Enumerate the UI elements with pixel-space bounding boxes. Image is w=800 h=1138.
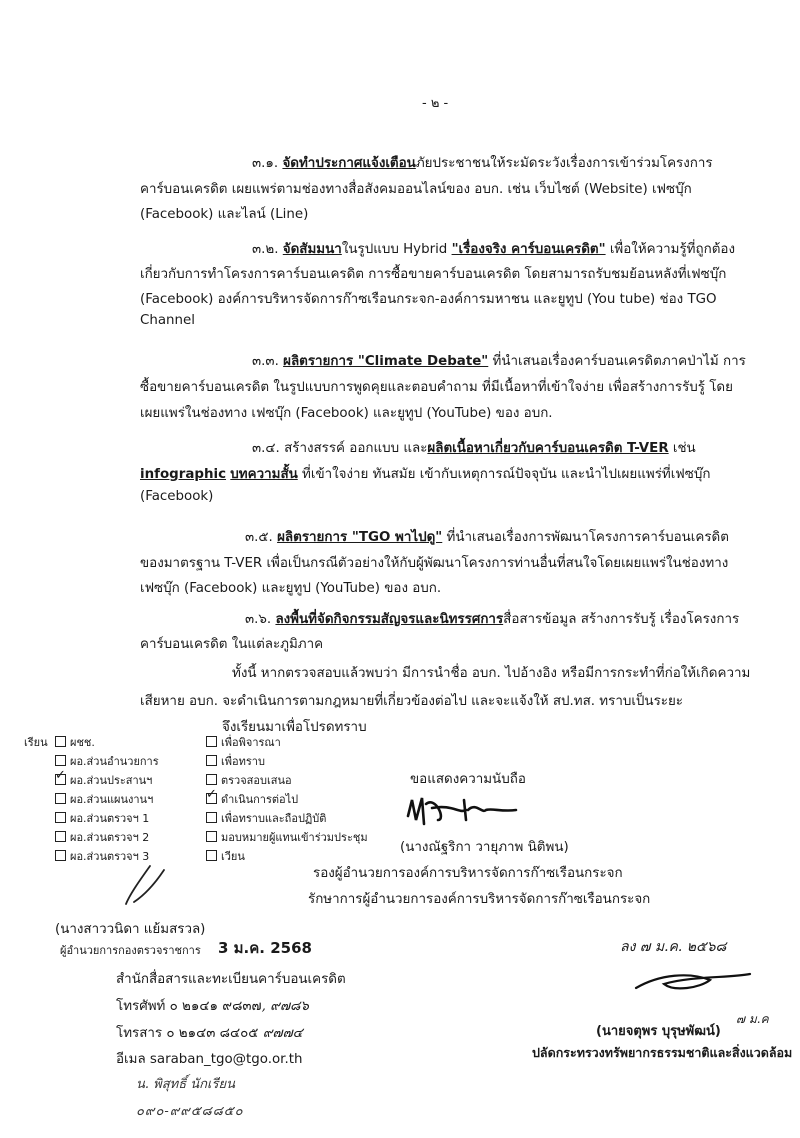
director-signature <box>402 790 522 834</box>
routing-left-item[interactable] <box>55 809 159 828</box>
routing-right-item[interactable] <box>206 752 368 771</box>
section-text: เช่น <box>668 441 696 456</box>
contact-fax <box>116 1022 303 1043</box>
signer-title-1: รองผู้อำนวยการองค์การบริหารจัดการก๊าซเรือนกระจก <box>313 866 623 881</box>
section-text: ในรูปแบบ Hybrid <box>341 242 452 257</box>
item-label: เพื่อทราบและถือปฏิบัติ <box>221 812 327 825</box>
checkbox-icon[interactable] <box>55 793 66 804</box>
routing-left-list <box>55 733 159 866</box>
item-label: เพื่อทราบ <box>221 755 265 768</box>
checkbox-icon[interactable] <box>206 774 217 785</box>
section-quote: "เรื่องจริง คาร์บอนเครดิต" <box>451 242 606 257</box>
section-3-5-line1 <box>245 526 729 547</box>
closing-line1: ทั้งนี้ หากตรวจสอบแล้วพบว่า มีการนำชื่อ อบก. ไปอ้างอิง หรือมีการกระทำที่ก่อให้เกิดความ <box>232 666 751 681</box>
item-label: ผอ.ส่วนตรวจฯ 2 <box>70 831 150 844</box>
checkbox-icon[interactable] <box>206 831 217 842</box>
checkbox-checked-icon[interactable] <box>206 793 217 804</box>
section-3-6-line2: คาร์บอนเครดิต ในแต่ละภูมิภาค <box>140 637 324 652</box>
section-title: ผลิตรายการ "Climate Debate" <box>283 354 489 369</box>
section-text: ที่นำเสนอเรื่องการพัฒนาโครงการคาร์บอนเครดิต <box>442 530 729 545</box>
section-3-2-line3: (Facebook) องค์การบริหารจัดการก๊าซเรือนกระจก-องค์การมหาชน และยูทูป (You tube) ช่อง TGO <box>140 292 717 307</box>
page-number: - ๒ - <box>422 96 449 111</box>
routing-left-item[interactable] <box>55 752 159 771</box>
section-title: ผลิตรายการ "TGO พาไปดู" <box>277 530 443 545</box>
section-title: จัดสัมมนา <box>282 242 342 257</box>
checkbox-icon[interactable] <box>55 755 66 766</box>
routing-right-item[interactable] <box>206 828 368 847</box>
handwritten-note: ลง ๗ ม.ค. ๒๕๖๘ <box>620 939 727 955</box>
section-text: ที่นำเสนอเรื่องคาร์บอนเครดิตภาคป่าไม้ การ <box>488 354 746 369</box>
item-label: เพื่อพิจารณา <box>221 736 281 749</box>
section-number: ๓.๓. <box>252 354 279 369</box>
routing-right-item[interactable] <box>206 733 368 752</box>
handwritten-contact-phone: ๐๙๐-๙๙๕๘๘๕๐ <box>136 1104 244 1119</box>
routing-right-item[interactable] <box>206 809 368 828</box>
routing-label: เรียน <box>24 736 48 749</box>
item-label: มอบหมายผู้แทนเข้าร่วมประชุม <box>221 831 368 844</box>
contact-phone <box>116 995 309 1016</box>
section-3-3-line1 <box>252 350 746 371</box>
item-label: เวียน <box>221 850 245 863</box>
secretary-name: (นายจตุพร บุรุษพัฒน์) <box>596 1024 721 1039</box>
section-text: ภัยประชาชนให้ระมัดระวังเรื่องการเข้าร่วมโครงการ <box>415 156 713 171</box>
regards: ขอแสดงความนับถือ <box>410 772 526 787</box>
section-3-6-line1 <box>245 608 739 629</box>
section-3-5-line2: ของมาตรฐาน T-VER เพื่อเป็นกรณีตัวอย่างให้กับผู้พัฒนาโครงการท่านอื่นที่สนใจโดยเผยแพร่ในช่องทาง <box>140 556 729 571</box>
secretary-position: ปลัดกระทรวงทรัพยากรธรรมชาติและสิ่งแวดล้อม <box>532 1045 793 1060</box>
fax-number: โทรสาร ๐ ๒๑๔๓ ๘๔๐๕ <box>116 1026 259 1041</box>
item-label: ผอ.ส่วนประสานฯ <box>70 774 153 787</box>
section-3-2-line4: Channel <box>140 313 195 328</box>
signer-title-2: รักษาการผู้อำนวยการองค์การบริหารจัดการก๊าซเรือนกระจก <box>308 892 651 907</box>
section-number: ๓.๒. <box>252 242 279 257</box>
checkbox-icon[interactable] <box>206 736 217 747</box>
reviewer-position: ผู้อำนวยการกองตรวจราชการ <box>60 944 201 957</box>
section-3-3-line2: ซื้อขายคาร์บอนเครดิต ในรูปแบบการพูดคุยและตอบคำถาม ที่มีเนื้อหาที่เข้าใจง่าย เพื่อสร้างการรับรู้ โดย <box>140 380 733 395</box>
routing-left-item[interactable] <box>55 828 159 847</box>
item-label: ดำเนินการต่อไป <box>221 793 299 806</box>
section-3-2-line2: เกี่ยวกับการทำโครงการคาร์บอนเครดิต การซื้อขายคาร์บอนเครดิต โดยสามารถรับชมย้อนหลังที่เฟซบุ๊ก <box>140 267 727 282</box>
item-label: ผอ.ส่วนอำนวยการ <box>70 755 159 768</box>
checkbox-icon[interactable] <box>55 812 66 823</box>
section-3-3-line3: เผยแพร่ในช่องทาง เฟซบุ๊ก (Facebook) และยูทูป (YouTube) ของ อบก. <box>140 406 553 421</box>
item-label: ผอ.ส่วนตรวจฯ 1 <box>70 812 150 825</box>
checkbox-icon[interactable] <box>55 736 66 747</box>
section-3-5-line3: เฟซบุ๊ก (Facebook) และยูทูป (YouTube) ของ อบก. <box>140 581 442 596</box>
contact-email: อีเมล saraban_tgo@tgo.or.th <box>116 1052 303 1067</box>
section-text: สร้างสรรค์ ออกแบบ และ <box>284 441 428 456</box>
checkbox-icon[interactable] <box>206 755 217 766</box>
checkbox-icon[interactable] <box>55 831 66 842</box>
section-text: เพื่อให้ความรู้ที่ถูกต้อง <box>605 242 735 257</box>
routing-right-item[interactable] <box>206 790 368 809</box>
checkbox-icon[interactable] <box>55 850 66 861</box>
short-article-term: บทความสั้น <box>230 467 298 482</box>
section-3-1-line2: คาร์บอนเครดิต เผยแพร่ตามช่องทางสื่อสังคมออนไลน์ของ อบก. เช่น เว็บไซต์ (Website) เฟซบุ๊ก <box>140 182 692 197</box>
contact-office: สำนักสื่อสารและทะเบียนคาร์บอนเครดิต <box>116 972 346 987</box>
routing-left-item[interactable] <box>55 733 159 752</box>
section-3-1-line1 <box>252 152 713 173</box>
received-date-stamp: 3 ม.ค. 2568 <box>218 939 312 957</box>
item-label: ตรวจสอบเสนอ <box>221 774 292 787</box>
section-3-2-line1 <box>252 238 735 259</box>
section-number: ๓.๑. <box>252 156 279 171</box>
section-title: ผลิตเนื้อหาเกี่ยวกับคาร์บอนเครดิต T-VER <box>427 441 669 456</box>
item-label: ผชช. <box>70 736 95 749</box>
reviewer-name: (นางสาววนิดา แย้มสรวล) <box>55 922 206 937</box>
routing-left-item[interactable] <box>55 771 159 790</box>
checkbox-icon[interactable] <box>206 812 217 823</box>
closing-line3: จึงเรียนมาเพื่อโปรดทราบ <box>222 720 367 735</box>
section-number: ๓.๕. <box>245 530 273 545</box>
reviewer-signature <box>120 860 190 908</box>
checkbox-checked-icon[interactable] <box>55 774 66 785</box>
phone-number: โทรศัพท์ ๐ ๒๑๔๑ ๙๘๓๗ <box>116 999 262 1014</box>
signer-name: (นางณัฐริกา วายุภาพ นิติพน) <box>400 840 569 855</box>
checkbox-icon[interactable] <box>206 850 217 861</box>
routing-right-list <box>206 733 368 866</box>
handwritten-contact-name: น. พิสุทธิ์ นักเรียน <box>136 1077 235 1092</box>
section-3-4-line2 <box>140 463 710 484</box>
section-3-4-line3: (Facebook) <box>140 489 214 504</box>
infographic-term: infographic <box>140 467 227 482</box>
section-number: ๓.๔. <box>252 441 280 456</box>
section-title: จัดทำประกาศแจ้งเตือน <box>282 156 416 171</box>
section-3-1-line3: (Facebook) และไลน์ (Line) <box>140 207 309 222</box>
routing-right-item[interactable] <box>206 771 368 790</box>
section-3-4-line1 <box>252 437 696 458</box>
section-text: สื่อสารข้อมูล สร้างการรับรู้ เรื่องโครงการ <box>503 612 740 627</box>
section-number: ๓.๖. <box>245 612 272 627</box>
section-text: ที่เข้าใจง่าย ทันสมัย เข้ากับเหตุการณ์ปัจจุบัน และนำไปเผยแพร่ที่เฟซบุ๊ก <box>297 467 711 482</box>
fax-extension: ๙๗๗๔ <box>262 1026 303 1041</box>
routing-left-item[interactable] <box>55 790 159 809</box>
item-label: ผอ.ส่วนแผนงานฯ <box>70 793 154 806</box>
item-label: ผอ.ส่วนตรวจฯ 3 <box>70 850 150 863</box>
section-title: ลงพื้นที่จัดกิจกรรมสัญจรและนิทรรศการ <box>275 612 504 627</box>
closing-line2: เสียหาย อบก. จะดำเนินการตามกฎหมายที่เกี่ยวข้องต่อไป และจะแจ้งให้ สป.ทส. ทราบเป็นระยะ <box>140 694 684 709</box>
phone-extension: , ๙๗๘๖ <box>261 999 309 1014</box>
secretary-signature <box>630 958 770 1002</box>
secretary-date-mark: ๗ ม.ค <box>736 1012 769 1026</box>
